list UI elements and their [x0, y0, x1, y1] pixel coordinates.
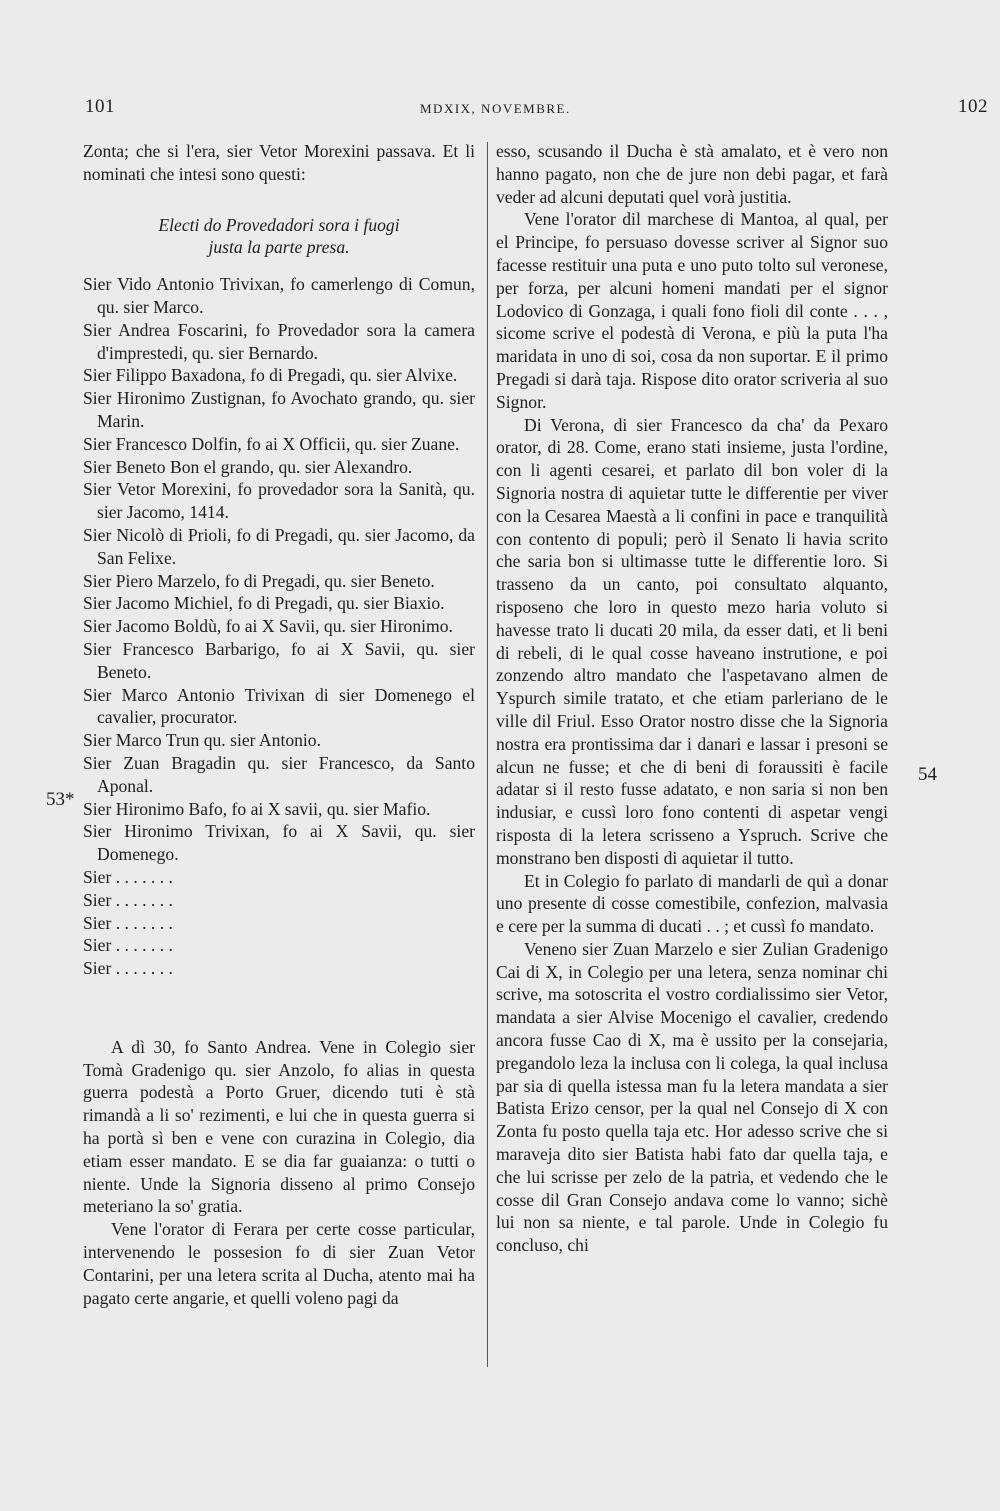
electi-entry: Sier Marco Trun qu. sier Antonio. [83, 730, 322, 751]
electi-entry: Sier . . . . . . . [83, 866, 173, 887]
section-heading-cont [83, 236, 475, 259]
electi-entry: Sier Hironimo Bafo, fo ai X savii, qu. sier Mafio. [83, 798, 431, 819]
electi-entry: Sier Vido Antonio Trivixan, fo camerlengo di Comun, qu. sier Marco. [83, 274, 475, 317]
paragraph-mantoa: Vene l'orator dil marchese di Mantoa, al qual, per el Principe, fo persuaso dovesse scriver al Signor suo facesse restituir una puta e uno puto tolto sul veronese, per forza, per alcuni homeni mandati per el signor Lodovico di Gonzaga, i quali fono fioli dil conte . . . , sicome scrive el podestà di Verona, e più la puta l'ha maridata in uno di soi, cosa da non suportar. E il primo Pregadi si darà taja. Rispose dito orator scriveria al suo Signor. [496, 209, 888, 412]
running-title: MDXIX, NOVEMBRE. [420, 101, 571, 116]
electi-entry: Sier . . . . . . . [83, 958, 173, 979]
electi-entry: Sier . . . . . . . [83, 912, 173, 933]
electi-entry: Sier Filippo Baxadona, fo di Pregadi, qu. sier Alvixe. [83, 365, 458, 386]
electi-entry: Sier Zuan Bragadin qu. sier Francesco, da Santo Aponal. [83, 752, 475, 796]
electi-entry: Sier . . . . . . . [83, 935, 173, 956]
paragraph-continuation: esso, scusando il Ducha è stà amalato, et è vero non hanno pagato, non che de jure non debi pagar, et farà veder ad alcuni deputati quel vorà justitia. [496, 141, 888, 207]
paragraph-colegio: Et in Colegio fo parlato di mandarli de quì a donar uno presente di cosse comestibile, confezion, malvasia e cere per la summa di ducati . . ; et cussì fo mandato. [496, 870, 888, 937]
electi-entry: Sier Hironimo Zustignan, fo Avochato grando, qu. sier Marin. [83, 388, 475, 431]
left-column [83, 140, 475, 1309]
section-heading-line-1: Electi do Provedadori sora i fuogi [158, 214, 400, 235]
paragraph-andrea: A dì 30, fo Santo Andrea. Vene in Colegio sier Tomà Gradenigo qu. sier Anzolo, fo alias in questa guerra podestà a Porto Gruer, dicendo tuti è stà rimandà a li so' rezimenti, e lui che in questa guerra si ha portà sì ben e vene con curazina in Colegio, dia etiam esser mandato. E se dia far guaianza: o tutti o niente. Unde la Signoria disseno al primo Consejo meteriano la so' gratia. [83, 1036, 475, 1217]
section-heading-line-2: justa la parte presa. [208, 237, 350, 258]
section-heading [83, 214, 475, 237]
electi-entry: Sier . . . . . . . [83, 889, 173, 910]
electi-list [83, 273, 475, 980]
electi-entry: Sier Andrea Foscarini, fo Provedador sora la camera d'imprestedi, qu. sier Bernardo. [83, 319, 475, 363]
margin-number-right: 54 [918, 764, 937, 785]
intro-paragraph: Zonta; che si l'era, sier Vetor Morexini passava. Et li nominati che intesi sono questi: [83, 141, 475, 184]
electi-entry: Sier Vetor Morexini, fo provedador sora la Sanità, qu. sier Jacomo, 1414. [83, 479, 475, 523]
electi-entry: Sier Francesco Dolfin, fo ai X Officii, qu. sier Zuane. [83, 433, 460, 454]
paragraph-veneno: Veneno sier Zuan Marzelo e sier Zulian Gradenigo Cai di X, in Colegio per una letera, senza nominar chi scrive, ma sotoscrita el vostro cordialissimo sier Vetor, mandata a sier Alvise Mocenigo el cavalier, credendo ancora fusse Cao di X, ma è ussito per la consejaria, pregandolo leza la inclusa con li colega, la qual inclusa par sia di quella istessa man fu la letera mandata a sier Batista Erizo censor, per la qual nel Consejo di X con Zonta fu posto quella taja etc. Hor adesso scrive che si maraveja dito sier Batista habi fato dar quella taja, e che lui scrisse per zelo de la patria, et vedendo che le cosse dil Gran Consejo andava come lo vanno; sichè lui non sa niente, e tal parole. Unde in Colegio fu concluso, chi [496, 938, 888, 1256]
paragraph-verona: Di Verona, di sier Francesco da cha' da Pexaro orator, di 28. Come, erano stati insieme, justa l'ordine, con li agenti cesarei, et parlato dil bon voler di la Signoria nostra di aquietar tutte le differentie per viver con la Cesarea Maestà a li confini in pace e tranquilità con contento di populi; però il Senato li havia scrito che saria bon si ultimasse tutte le differentie loro. Si trasseno da un canto, poi consultato alquanto, risposeno che loro in questo mezo haria voluto si havesse trato li ducati 20 mila, da esser dati, et li beni di rebeli, di le qual cosse haveano instrutione, e poi zonzendo altro mandato che l'aspetavano almen de Yspurch simile tratato, et che etiam parleriano de le ville dil Friul. Esso Orator nostro disse che la Signoria nostra era prontissima dar i danari e lassar i presoni se alcun ne fusse; et che di beni di foraussiti è facile adatar si il resto fusse adatato, e non saria si non ben indusiar, e cussì loro fono contenti di aspetar vengi risposta di la letera scrisseno a Yspruch. Scrive che monstrano ben disposti di aquietar il tutto. [496, 414, 888, 868]
right-column [496, 140, 888, 1257]
page-number-right: 102 [958, 96, 988, 117]
electi-entry: Sier Marco Antonio Trivixan di sier Domenego el cavalier, procurator. [83, 684, 475, 728]
paragraph-ferara: Vene l'orator di Ferara per certe cosse particular, intervenendo le possesion fo di sier Zuan Vetor Contarini, per una letera scrita al Ducha, atento mai ha pagato certe angarie, et quelli voleno pagi da [83, 1219, 475, 1308]
electi-entry: Sier Piero Marzelo, fo di Pregadi, qu. sier Beneto. [83, 570, 435, 591]
electi-entry: Sier Francesco Barbarigo, fo ai X Savii, qu. sier Beneto. [83, 638, 475, 682]
column-divider [487, 142, 488, 1367]
electi-entry: Sier Jacomo Boldù, fo ai X Savii, qu. sier Hironimo. [83, 616, 453, 637]
page-number-left: 101 [85, 96, 115, 117]
margin-number-left: 53* [46, 789, 75, 810]
electi-entry: Sier Hironimo Trivixan, fo ai X Savii, qu. sier Domenego. [83, 821, 475, 865]
electi-entry: Sier Jacomo Michiel, fo di Pregadi, qu. sier Biaxio. [83, 593, 445, 614]
electi-entry: Sier Beneto Bon el grando, qu. sier Alexandro. [83, 456, 413, 477]
electi-entry: Sier Nicolò di Prioli, fo di Pregadi, qu. sier Jacomo, da San Felixe. [83, 524, 475, 568]
